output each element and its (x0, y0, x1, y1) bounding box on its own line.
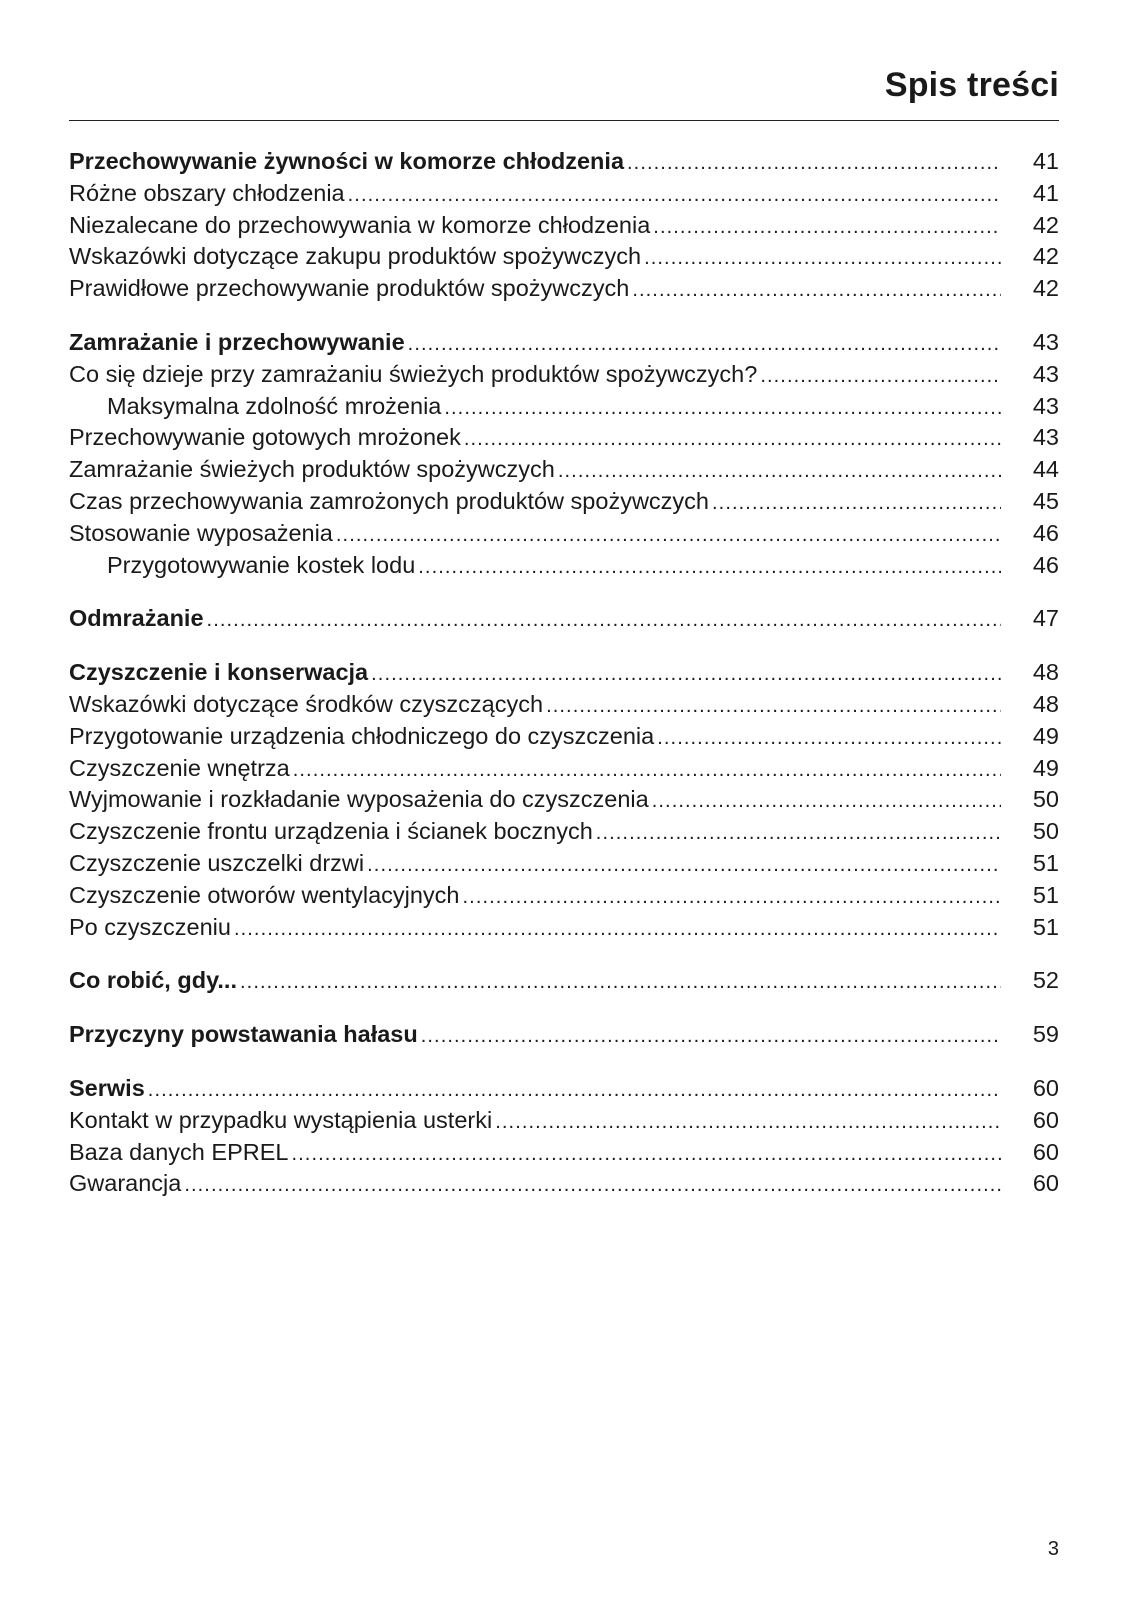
toc-entry-page: 60 (1032, 1138, 1059, 1165)
toc-entry-label: Przyczyny powstawania hałasu (69, 1021, 418, 1048)
dot-leader (367, 850, 1001, 882)
dot-leader (546, 691, 1001, 723)
toc-entry-label: Wskazówki dotyczące zakupu produktów spożywczych (69, 243, 642, 270)
toc-entry-label: Czyszczenie frontu urządzenia i ścianek bocznych (69, 818, 593, 845)
toc-entry-page: 48 (1032, 659, 1059, 686)
toc-entry-page: 49 (1032, 722, 1059, 749)
dot-leader (760, 361, 1001, 393)
toc-entry-page: 51 (1032, 849, 1059, 876)
toc-entry-page: 46 (1032, 519, 1059, 546)
toc-section (69, 327, 1059, 581)
toc-entry-label: Różne obszary chłodzenia (69, 179, 345, 206)
toc-entry-page: 47 (1032, 605, 1059, 632)
dot-leader (463, 882, 1001, 914)
toc-entry[interactable] (69, 848, 1059, 880)
toc-entry-label: Niezalecane do przechowywania w komorze chłodzenia (69, 211, 651, 238)
toc-entry-page: 60 (1032, 1170, 1059, 1197)
toc-entry-page: 52 (1032, 967, 1059, 994)
page-title: Spis treści (884, 66, 1059, 104)
toc-entry-page: 51 (1032, 913, 1059, 940)
toc-entry[interactable] (69, 454, 1059, 486)
toc-entry-page: 50 (1032, 818, 1059, 845)
toc-entry[interactable] (69, 784, 1059, 816)
toc-entry-label: Odmrażanie (69, 605, 204, 632)
toc-entry-label: Czyszczenie i konserwacja (69, 659, 369, 686)
toc-section (69, 1073, 1059, 1200)
toc-entry-page: 42 (1032, 211, 1059, 238)
table-of-contents (69, 146, 1059, 1222)
toc-entry-label: Przygotowywanie kostek lodu (107, 551, 416, 578)
dot-leader (234, 914, 1001, 946)
dot-leader (652, 786, 1001, 818)
toc-heading-entry[interactable] (69, 965, 1059, 997)
toc-entry-page: 43 (1032, 424, 1059, 451)
toc-entry-label: Czyszczenie uszczelki drzwi (69, 849, 365, 876)
toc-entry-label: Baza danych EPREL (69, 1138, 289, 1165)
dot-leader (558, 456, 1001, 488)
toc-entry-label: Zamrażanie i przechowywanie (69, 328, 405, 355)
page-number: 3 (1047, 1538, 1059, 1560)
dot-leader (421, 1021, 1001, 1053)
toc-entry-page: 60 (1032, 1106, 1059, 1133)
toc-subentry[interactable] (69, 550, 1059, 582)
toc-entry[interactable] (69, 178, 1059, 210)
toc-entry[interactable] (69, 1105, 1059, 1137)
toc-entry-label: Kontakt w przypadku wystąpienia usterki (69, 1106, 493, 1133)
dot-leader (596, 818, 1001, 850)
toc-entry[interactable] (69, 689, 1059, 721)
toc-entry[interactable] (69, 518, 1059, 550)
toc-entry-label: Czyszczenie wnętrza (69, 754, 290, 781)
toc-heading-entry[interactable] (69, 603, 1059, 635)
dot-leader (657, 723, 1001, 755)
dot-leader (207, 605, 1001, 637)
toc-entry[interactable] (69, 816, 1059, 848)
toc-entry-label: Zamrażanie świeżych produktów spożywczych (69, 456, 555, 483)
toc-entry-label: Co się dzieje przy zamrażaniu świeżych produktów spożywczych? (69, 360, 758, 387)
toc-entry-page: 43 (1032, 360, 1059, 387)
toc-entry-label: Przechowywanie gotowych mrożonek (69, 424, 461, 451)
toc-entry-label: Prawidłowe przechowywanie produktów spożywczych (69, 275, 630, 302)
toc-entry-page: 42 (1032, 275, 1059, 302)
dot-leader (644, 243, 1001, 275)
toc-entry[interactable] (69, 1168, 1059, 1200)
toc-heading-entry[interactable] (69, 1019, 1059, 1051)
toc-entry-page: 46 (1032, 551, 1059, 578)
toc-entry-label: Maksymalna zdolność mrożenia (107, 392, 442, 419)
dot-leader (712, 488, 1001, 520)
toc-section (69, 1019, 1059, 1051)
dot-leader (418, 552, 1001, 584)
toc-entry[interactable] (69, 912, 1059, 944)
page-header (69, 62, 1059, 121)
toc-entry-page: 44 (1032, 456, 1059, 483)
toc-entry-label: Po czyszczeniu (69, 913, 231, 940)
toc-entry[interactable] (69, 422, 1059, 454)
toc-entry-label: Czyszczenie otworów wentylacyjnych (69, 881, 460, 908)
toc-entry-page: 45 (1032, 487, 1059, 514)
toc-entry-label: Wyjmowanie i rozkładanie wyposażenia do czyszczenia (69, 786, 649, 813)
toc-entry-label: Gwarancja (69, 1170, 182, 1197)
toc-entry-label: Wskazówki dotyczące środków czyszczących (69, 690, 544, 717)
toc-entry-page: 59 (1032, 1021, 1059, 1048)
toc-entry-label: Przechowywanie żywności w komorze chłodzenia (69, 148, 625, 174)
toc-entry-page: 42 (1032, 243, 1059, 270)
toc-entry-label: Przygotowanie urządzenia chłodniczego do czyszczenia (69, 722, 655, 749)
toc-entry[interactable] (69, 1137, 1059, 1169)
toc-entry-page: 50 (1032, 786, 1059, 813)
toc-heading-entry[interactable] (69, 327, 1059, 359)
toc-entry-page: 43 (1032, 328, 1059, 355)
toc-section (69, 603, 1059, 635)
dot-leader (348, 180, 1001, 212)
dot-leader (408, 329, 1001, 361)
toc-entry[interactable] (69, 753, 1059, 785)
toc-section (69, 657, 1059, 943)
toc-entry[interactable] (69, 880, 1059, 912)
toc-section (69, 146, 1059, 305)
toc-entry-page: 41 (1032, 148, 1059, 174)
dot-leader (291, 1139, 1001, 1171)
toc-entry[interactable] (69, 486, 1059, 518)
toc-entry[interactable] (69, 359, 1059, 391)
toc-entry-page: 49 (1032, 754, 1059, 781)
dot-leader (495, 1107, 1001, 1139)
dot-leader (336, 520, 1001, 552)
toc-entry-label: Stosowanie wyposażenia (69, 519, 333, 546)
dot-leader (371, 659, 1001, 691)
toc-subentry[interactable] (69, 391, 1059, 423)
dot-leader (293, 755, 1001, 787)
dot-leader (627, 148, 1001, 180)
toc-entry[interactable] (69, 721, 1059, 753)
toc-entry-label: Co robić, gdy... (69, 967, 237, 994)
dot-leader (444, 393, 1001, 425)
toc-entry-page: 48 (1032, 690, 1059, 717)
toc-heading-entry[interactable] (69, 146, 1059, 178)
toc-entry-label: Czas przechowywania zamrożonych produktów spożywczych (69, 487, 709, 514)
dot-leader (240, 967, 1001, 999)
dot-leader (632, 275, 1001, 307)
dot-leader (148, 1075, 1001, 1107)
toc-entry[interactable] (69, 210, 1059, 242)
toc-entry-label: Serwis (69, 1074, 145, 1101)
dot-leader (653, 212, 1001, 244)
toc-entry[interactable] (69, 273, 1059, 305)
toc-entry-page: 60 (1032, 1074, 1059, 1101)
toc-entry-page: 43 (1032, 392, 1059, 419)
dot-leader (184, 1170, 1001, 1202)
toc-section (69, 965, 1059, 997)
toc-entry-page: 51 (1032, 881, 1059, 908)
toc-heading-entry[interactable] (69, 1073, 1059, 1105)
toc-entry-page: 41 (1032, 179, 1059, 206)
toc-entry[interactable] (69, 241, 1059, 273)
dot-leader (464, 424, 1001, 456)
toc-heading-entry[interactable] (69, 657, 1059, 689)
